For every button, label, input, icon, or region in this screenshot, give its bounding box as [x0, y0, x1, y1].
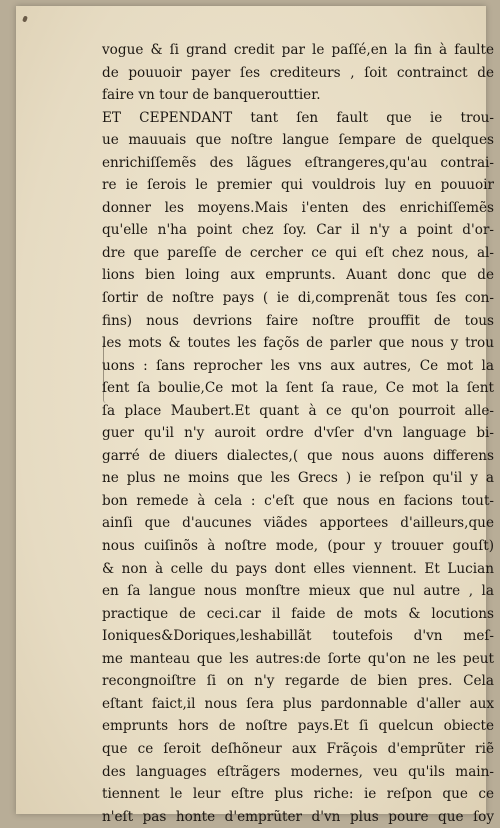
- text-line: Ioniques&Doriques,leshabillãt toutefois d'vn meſ-: [102, 628, 494, 645]
- text-line: des languages eſtrãgers modernes, veu qu'ils main-: [102, 763, 494, 780]
- text-line: & non à celle du pays dont elles viennent. Et Lucian: [102, 560, 494, 577]
- text-line: qu'elle n'ha point chez ſoy. Car il n'y a point d'or-: [102, 222, 494, 239]
- page-text-block: [102, 39, 494, 828]
- book-page: [16, 6, 494, 825]
- text-line: ſa place Maubert.Et quant à ce qu'on pourroit alle-: [102, 402, 494, 419]
- text-line: ainſi que d'aucunes viãdes apportees d'ailleurs,que: [102, 515, 494, 532]
- text-line: nous cuiſinõs à noſtre mode, (pour y trouuer gouſt): [102, 538, 494, 555]
- text-line: donner les moyens.Mais i'enten des enrichiſſemẽs: [102, 199, 494, 216]
- text-line: enrichiſſemẽs des lãgues eſtrangeres,qu'au contrai-: [102, 154, 494, 171]
- text-line: re ie ſerois le premier qui vouldrois luy en pouuoir: [102, 177, 494, 194]
- text-line: guer qu'il n'y auroit ordre d'vſer d'vn language bi-: [102, 425, 494, 442]
- text-line: ſortir de noſtre pays ( ie di,comprenãt tous ſes con-: [102, 290, 494, 307]
- text-line: eſtant faict,il nous ſera plus pardonnable d'aller aux: [102, 695, 494, 712]
- text-line: de pouuoir payer ſes crediteurs , ſoit contrainct de: [102, 64, 494, 81]
- text-line: n'eſt pas honte d'emprũter d'vn plus poure que ſoy: [102, 808, 494, 825]
- text-line: ET CEPENDANT tant ſen fault que ie trou-: [102, 109, 494, 126]
- text-line: en ſa langue nous monſtre mieux que nul autre , la: [102, 583, 494, 600]
- text-line: me manteau que les autres:de ſorte qu'on ne les peut: [102, 650, 494, 667]
- text-line: recongnoiſtre ſi on n'y regarde de bien pres. Cela: [102, 673, 494, 690]
- text-line: ſent ſa boulie,Ce mot la ſent ſa raue, Ce mot la ſent: [102, 380, 494, 397]
- text-line: uons : ſans reprocher les vns aux autres, Ce mot la: [102, 357, 494, 374]
- text-line: que ce ſeroit deſhõneur aux Frãçois d'emprũter riẽ: [102, 740, 494, 757]
- text-line: les mots & toutes les façõs de parler que nous y trou: [102, 335, 494, 352]
- text-line: bon remede à cela : c'eſt que nous en facions tout-: [102, 492, 494, 509]
- text-line: practique de ceci.car il faide de mots & locutions: [102, 605, 494, 622]
- text-line: tiennent le leur eſtre plus riche: ie reſpon que ce: [102, 786, 494, 803]
- text-line: garré de diuers dialectes,( que nous auons differens: [102, 447, 494, 464]
- text-line: emprunts hors de noſtre pays.Et ſi quelcun obiecte: [102, 718, 494, 735]
- text-line: vogue & ſi grand credit par le paſſé,en la fin à faulte: [102, 42, 494, 58]
- text-line: faire vn tour de banquerouttier.: [102, 87, 321, 104]
- text-line: ne plus ne moins que les Grecs ) ie reſpon qu'il y a: [102, 470, 494, 487]
- text-line: lions bien loing aux emprunts. Auant donc que de: [102, 267, 494, 284]
- ink-spot: [22, 15, 28, 22]
- text-line: dre que pareſſe de cercher ce qui eſt chez nous, al-: [102, 244, 494, 261]
- text-line: ue mauuais que noſtre langue ſempare de quelques: [102, 132, 494, 149]
- text-line: fins) nous devrions faire noſtre prouffit de tous: [102, 312, 494, 329]
